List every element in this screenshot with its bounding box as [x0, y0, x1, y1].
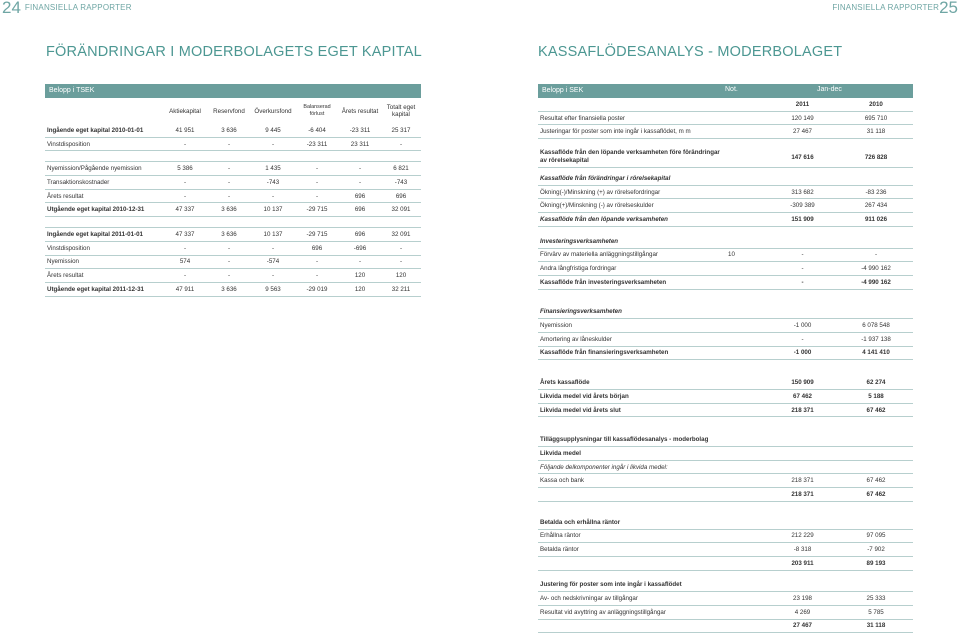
- cell-value: 267 434: [839, 199, 913, 213]
- cell-value: 62 274: [839, 376, 913, 389]
- note-cell: [726, 199, 766, 213]
- column-header: Balanserad förlust: [303, 104, 331, 117]
- cell-value: -: [207, 189, 251, 203]
- table-row: [538, 111, 913, 125]
- note-cell: [726, 592, 766, 606]
- row-label: Av- och nedskrivningar av tillgångar: [538, 592, 726, 606]
- page-number: 25: [939, 0, 958, 17]
- period-header: Jan-dec: [817, 86, 842, 93]
- cell-value: 3 636: [207, 282, 251, 296]
- note-cell: [726, 125, 766, 139]
- cell-value: [766, 447, 839, 461]
- spacer-row: [538, 417, 913, 434]
- cell-value: -: [339, 176, 381, 190]
- cell-value: [766, 172, 839, 185]
- cell-value: [839, 172, 913, 185]
- row-label: Nyemission: [45, 255, 163, 269]
- row-label: Likvida medel: [538, 447, 726, 461]
- table-row: [538, 543, 913, 557]
- row-label: Nyemission: [538, 319, 726, 333]
- cell-value: 67 462: [839, 488, 913, 502]
- row-label: Årets resultat: [45, 269, 163, 283]
- cell-value: 120: [339, 269, 381, 283]
- cell-value: 5 785: [839, 605, 913, 619]
- row-label: Resultat vid avyttring av anläggningstillgångar: [538, 605, 726, 619]
- table-row: [538, 579, 913, 592]
- table-row: [538, 605, 913, 619]
- cell-value: [839, 579, 913, 592]
- note-cell: [726, 147, 766, 168]
- row-label: Betalda och erhållna räntor: [538, 516, 726, 529]
- row-label: Följande delkomponenter ingår i likvida medel:: [538, 460, 726, 474]
- cell-value: -29 715: [295, 228, 339, 242]
- right-page-header: [828, 0, 958, 18]
- row-label: Ingående eget kapital 2011-01-01: [45, 228, 163, 242]
- cell-value: -: [339, 255, 381, 269]
- row-label: Betalda räntor: [538, 543, 726, 557]
- cell-value: -: [839, 248, 913, 262]
- table-row: [538, 248, 913, 262]
- cell-value: 89 193: [839, 556, 913, 570]
- row-label: Kassaflöde från den löpande verksamheten före förändringar av rörelsekapital: [538, 147, 726, 168]
- row-label: Ökning(+)/Minskning (-) av rörelseskulder: [538, 199, 726, 213]
- row-label: Förvärv av materiella anläggningstillgångar: [538, 248, 726, 262]
- table-row: [45, 269, 421, 283]
- cell-value: -: [381, 137, 421, 151]
- table-row: [538, 319, 913, 333]
- cell-value: -: [163, 269, 207, 283]
- note-cell: [726, 447, 766, 461]
- right-page-title: KASSAFLÖDESANALYS - MODERBOLAGET: [538, 44, 843, 60]
- cell-value: -: [766, 332, 839, 346]
- table-row: [45, 189, 421, 203]
- cell-value: -8 318: [766, 543, 839, 557]
- cell-value: -: [163, 241, 207, 255]
- cash-flow-table: [538, 98, 913, 633]
- cell-value: [766, 460, 839, 474]
- cell-value: 696: [339, 189, 381, 203]
- note-cell: [726, 433, 766, 446]
- cell-value: 67 462: [839, 474, 913, 488]
- cell-value: 31 118: [839, 125, 913, 139]
- cell-value: -: [295, 269, 339, 283]
- cell-value: 726 828: [839, 147, 913, 168]
- row-label: [538, 556, 726, 570]
- cell-value: 6 821: [381, 162, 421, 176]
- cell-value: 911 026: [839, 213, 913, 227]
- cell-value: 6 078 548: [839, 319, 913, 333]
- cell-value: -696: [339, 241, 381, 255]
- row-label: Ökning(-)/Minskning (+) av rörelsefordringar: [538, 185, 726, 199]
- row-label: Likvida medel vid årets början: [538, 390, 726, 404]
- table-row: [538, 376, 913, 389]
- cell-value: 27 467: [766, 619, 839, 633]
- spacer-row: [538, 360, 913, 377]
- table-row: [538, 199, 913, 213]
- table-row: [538, 172, 913, 185]
- cell-value: 32 211: [381, 282, 421, 296]
- note-cell: [726, 619, 766, 633]
- row-label: Justeringar för poster som inte ingår i kassaflödet, m m: [538, 125, 726, 139]
- cell-value: 97 095: [839, 529, 913, 543]
- spacer-row: [538, 139, 913, 148]
- empty-header-cell: [45, 98, 163, 124]
- cell-value: -743: [381, 176, 421, 190]
- row-label: Årets kassaflöde: [538, 376, 726, 389]
- cell-value: -7 902: [839, 543, 913, 557]
- cell-value: -23 311: [295, 137, 339, 151]
- column-header: Årets resultat: [341, 107, 379, 115]
- cell-value: -: [163, 137, 207, 151]
- cell-value: -23 311: [339, 124, 381, 137]
- cell-value: 218 371: [766, 488, 839, 502]
- row-label: Resultat efter finansiella poster: [538, 111, 726, 125]
- note-cell: [726, 319, 766, 333]
- left-page-title: FÖRÄNDRINGAR I MODERBOLAGETS EGET KAPITAL: [46, 44, 422, 60]
- row-label: Transaktionskostnader: [45, 176, 163, 190]
- row-label: Årets resultat: [45, 189, 163, 203]
- table-row: [45, 176, 421, 190]
- column-header: Aktiekapital: [169, 107, 201, 115]
- row-label: Amortering av låneskulder: [538, 332, 726, 346]
- note-cell: [726, 235, 766, 248]
- cell-value: -: [339, 162, 381, 176]
- table-row: [45, 137, 421, 151]
- cell-value: 120 149: [766, 111, 839, 125]
- table-row: [45, 282, 421, 296]
- cell-value: -1 937 138: [839, 332, 913, 346]
- note-cell: [726, 488, 766, 502]
- spacer-row: [538, 226, 913, 235]
- cell-value: 25 317: [381, 124, 421, 137]
- table-row: [538, 346, 913, 360]
- page-label: FINANSIELLA RAPPORTER: [24, 3, 132, 12]
- cell-value: 31 118: [839, 619, 913, 633]
- table-row: [538, 390, 913, 404]
- table-row: [45, 241, 421, 255]
- row-label: [538, 619, 726, 633]
- table-row: [538, 235, 913, 248]
- row-label: Erhållna räntor: [538, 529, 726, 543]
- spacer-row: [45, 217, 421, 228]
- cell-value: 32 091: [381, 203, 421, 217]
- cell-value: 25 333: [839, 592, 913, 606]
- cell-value: -: [295, 255, 339, 269]
- cell-value: 120: [339, 282, 381, 296]
- note-cell: [726, 390, 766, 404]
- cell-value: -: [766, 262, 839, 276]
- table-row: [538, 403, 913, 417]
- cell-value: 41 951: [163, 124, 207, 137]
- cell-value: -: [207, 255, 251, 269]
- cell-value: 120: [381, 269, 421, 283]
- table-row: [538, 262, 913, 276]
- cell-value: 5 188: [839, 390, 913, 404]
- cell-value: 23 311: [339, 137, 381, 151]
- cell-value: [766, 235, 839, 248]
- note-cell: [726, 172, 766, 185]
- amount-unit-label: Belopp i SEK: [542, 87, 584, 94]
- cell-value: 10 137: [251, 203, 295, 217]
- cell-value: -29 019: [295, 282, 339, 296]
- cell-value: [766, 579, 839, 592]
- row-label: Tilläggsupplysningar till kassaflödesanalys - moderbolag: [538, 433, 726, 446]
- cell-value: 10 137: [251, 228, 295, 242]
- cell-value: 5 386: [163, 162, 207, 176]
- cell-value: -: [251, 189, 295, 203]
- note-cell: [726, 346, 766, 360]
- empty-header-cell: [538, 98, 726, 111]
- page-label: FINANSIELLA RAPPORTER: [832, 3, 940, 12]
- cell-value: [839, 306, 913, 319]
- cell-value: -: [251, 137, 295, 151]
- note-cell: [726, 213, 766, 227]
- cell-value: 3 636: [207, 228, 251, 242]
- cell-value: -: [163, 176, 207, 190]
- note-cell: [726, 516, 766, 529]
- equity-changes-table: [45, 98, 421, 297]
- cell-value: 32 091: [381, 228, 421, 242]
- row-label: Justering för poster som inte ingår i kassaflödet: [538, 579, 726, 592]
- note-cell: [726, 376, 766, 389]
- cell-value: 3 636: [207, 124, 251, 137]
- cell-value: [766, 516, 839, 529]
- cell-value: [766, 306, 839, 319]
- cell-value: -: [295, 176, 339, 190]
- row-label: [538, 488, 726, 502]
- note-cell: [726, 474, 766, 488]
- cell-value: 695 710: [839, 111, 913, 125]
- note-cell: [726, 556, 766, 570]
- table-row: [538, 275, 913, 289]
- note-cell: [726, 262, 766, 276]
- row-label: Nyemission/Pågående nyemission: [45, 162, 163, 176]
- table-row: [538, 332, 913, 346]
- table-row: [538, 619, 913, 633]
- cell-value: -1 000: [766, 346, 839, 360]
- cell-value: 696: [295, 241, 339, 255]
- cell-value: -: [207, 137, 251, 151]
- cell-value: 218 371: [766, 403, 839, 417]
- table-row: [45, 124, 421, 137]
- cell-value: -: [766, 275, 839, 289]
- row-label: Kassaflöde från den löpande verksamheten: [538, 213, 726, 227]
- note-column-header: Not.: [725, 86, 738, 93]
- page-number: 24: [2, 0, 21, 17]
- cell-value: -: [207, 241, 251, 255]
- cell-value: 9 445: [251, 124, 295, 137]
- row-label: Andra långfristiga fordringar: [538, 262, 726, 276]
- cell-value: 203 911: [766, 556, 839, 570]
- cell-value: -4 990 162: [839, 275, 913, 289]
- note-cell: [726, 529, 766, 543]
- cell-value: -: [207, 269, 251, 283]
- cell-value: [839, 235, 913, 248]
- cell-value: [839, 447, 913, 461]
- cell-value: 67 462: [766, 390, 839, 404]
- row-label: Likvida medel vid årets slut: [538, 403, 726, 417]
- row-label: Ingående eget kapital 2010-01-01: [45, 124, 163, 137]
- column-header: Överkursfond: [254, 107, 292, 115]
- cell-value: -1 000: [766, 319, 839, 333]
- cell-value: 696: [381, 189, 421, 203]
- table-row: [538, 460, 913, 474]
- row-label: Kassaflöde från finansieringsverksamheten: [538, 346, 726, 360]
- cell-value: -: [295, 162, 339, 176]
- cell-value: [839, 460, 913, 474]
- left-page-header: [2, 0, 132, 18]
- spacer-row: [538, 501, 913, 516]
- table-row: [45, 228, 421, 242]
- spacer-row: [538, 570, 913, 579]
- note-cell: [726, 460, 766, 474]
- row-label: Utgående eget kapital 2010-12-31: [45, 203, 163, 217]
- note-cell: [726, 403, 766, 417]
- cell-value: [766, 433, 839, 446]
- cell-value: -574: [251, 255, 295, 269]
- table-row: [538, 516, 913, 529]
- cell-value: [839, 433, 913, 446]
- empty-header-cell: [726, 98, 766, 111]
- cell-value: 696: [339, 228, 381, 242]
- row-label: Vinstdisposition: [45, 241, 163, 255]
- table-row: [538, 125, 913, 139]
- note-cell: [726, 579, 766, 592]
- cell-value: 4 269: [766, 605, 839, 619]
- cell-value: -: [207, 176, 251, 190]
- column-header-row: [45, 98, 421, 124]
- note-cell: [726, 306, 766, 319]
- row-label: Finansieringsverksamheten: [538, 306, 726, 319]
- cell-value: -: [207, 162, 251, 176]
- table-row: [538, 592, 913, 606]
- cell-value: -: [766, 248, 839, 262]
- note-cell: 10: [726, 248, 766, 262]
- cell-value: -: [295, 189, 339, 203]
- cell-value: -6 404: [295, 124, 339, 137]
- cell-value: 696: [339, 203, 381, 217]
- table-row: [538, 488, 913, 502]
- table-row: [538, 556, 913, 570]
- cell-value: 147 616: [766, 147, 839, 168]
- cell-value: 9 563: [251, 282, 295, 296]
- table-row: [538, 213, 913, 227]
- column-header: Reservfond: [213, 107, 245, 115]
- cell-value: 23 198: [766, 592, 839, 606]
- cell-value: -: [251, 269, 295, 283]
- table-row: [538, 147, 913, 168]
- row-label: Kassaflöde från förändringar i rörelsekapital: [538, 172, 726, 185]
- cell-value: -309 389: [766, 199, 839, 213]
- cell-value: 212 229: [766, 529, 839, 543]
- row-label: Kassa och bank: [538, 474, 726, 488]
- cell-value: -: [381, 255, 421, 269]
- cell-value: 67 462: [839, 403, 913, 417]
- cell-value: 47 337: [163, 228, 207, 242]
- row-label: Investeringsverksamheten: [538, 235, 726, 248]
- cell-value: 151 909: [766, 213, 839, 227]
- table-row: [45, 162, 421, 176]
- cell-value: -4 990 162: [839, 262, 913, 276]
- cell-value: 574: [163, 255, 207, 269]
- table-row: [45, 255, 421, 269]
- row-label: Utgående eget kapital 2011-12-31: [45, 282, 163, 296]
- left-header-bar: [45, 84, 421, 98]
- cell-value: 3 636: [207, 203, 251, 217]
- note-cell: [726, 332, 766, 346]
- table-row: [45, 203, 421, 217]
- table-row: [538, 306, 913, 319]
- cell-value: -83 236: [839, 185, 913, 199]
- year-header: 2011: [766, 98, 839, 111]
- cell-value: 1 435: [251, 162, 295, 176]
- table-row: [538, 185, 913, 199]
- cell-value: 150 909: [766, 376, 839, 389]
- cell-value: 313 682: [766, 185, 839, 199]
- spacer-row: [538, 289, 913, 306]
- table-row: [538, 433, 913, 446]
- cell-value: 218 371: [766, 474, 839, 488]
- note-cell: [726, 605, 766, 619]
- table-row: [538, 447, 913, 461]
- spacer-row: [45, 151, 421, 162]
- row-label: Vinstdisposition: [45, 137, 163, 151]
- cell-value: 47 337: [163, 203, 207, 217]
- cell-value: -: [381, 241, 421, 255]
- cell-value: -743: [251, 176, 295, 190]
- note-cell: [726, 543, 766, 557]
- table-row: [538, 474, 913, 488]
- year-header-row: [538, 98, 913, 111]
- column-header: Totalt eget kapital: [386, 104, 416, 118]
- year-header: 2010: [839, 98, 913, 111]
- cell-value: -: [251, 241, 295, 255]
- note-cell: [726, 111, 766, 125]
- note-cell: [726, 275, 766, 289]
- cell-value: -: [163, 189, 207, 203]
- cell-value: 27 467: [766, 125, 839, 139]
- amount-unit-label: Belopp i TSEK: [49, 87, 95, 94]
- cell-value: 47 911: [163, 282, 207, 296]
- cell-value: [839, 516, 913, 529]
- row-label: Kassaflöde från investeringsverksamheten: [538, 275, 726, 289]
- cell-value: 4 141 410: [839, 346, 913, 360]
- cell-value: -29 715: [295, 203, 339, 217]
- note-cell: [726, 185, 766, 199]
- table-row: [538, 529, 913, 543]
